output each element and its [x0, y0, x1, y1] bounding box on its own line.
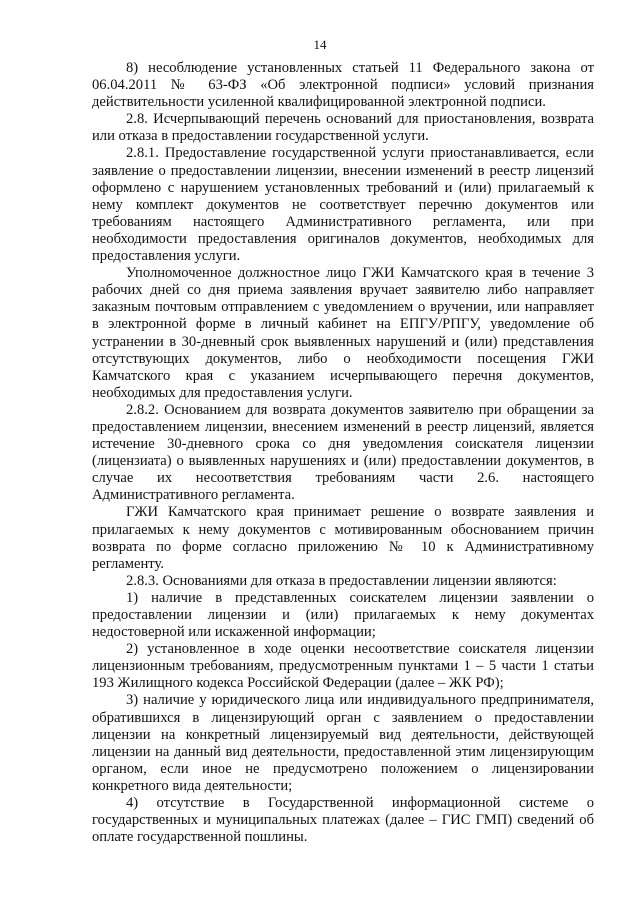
- paragraph-8-electronic-signature: 8) несоблюдение установленных статьей 11 Федерального закона от 06.04.2011 № 63-ФЗ «Об электронной подписи» условий признания действительности усиленной квалифицированной электронной подписи.: [92, 60, 594, 111]
- document-body: [92, 60, 594, 846]
- list-item-3: 3) наличие у юридического лица или индивидуального предпринимателя, обратившихся в лицензирующий орган с заявлением о предоставлении лицензии на конкретный лицензируемый вид деятельности, действующей лицензии на данный вид деятельности, предоставленной этим лицензирующим органом, если иное не предусмотрено положением о лицензировании конкретного вида деятельности;: [92, 692, 594, 794]
- page-number: 14: [313, 37, 327, 52]
- paragraph-notification: Уполномоченное должностное лицо ГЖИ Камчатского края в течение 3 рабочих дней со дня приема заявления вручает заявителю либо направляет заказным почтовым отправлением с уведомлением о вручении, или направляет в электронной форме в личный кабинет на ЕПГУ/РПГУ, уведомление об устранении в 30-дневный срок выявленных нарушений и (или) представления отсутствующих документов, либо о необходимости посещения ГЖИ Камчатского края с указанием исчерпывающего перечня документов, необходимых для предоставления услуги.: [92, 265, 594, 401]
- list-item-1: 1) наличие в представленных соискателем лицензии заявлении о предоставлении лицензии и (или) прилагаемых к нему документах недостоверной или искаженной информации;: [92, 589, 594, 641]
- paragraph-2-8-2-return: 2.8.2. Основанием для возврата документов заявителю при обращении за предоставлением лицензии, внесением изменений в реестр лицензий, является истечение 30-дневного срока со дня уведомления соискателя лицензии (лицензиата) о выявленных нарушениях и (или) предоставлении документов, в случае их несоответствия требованиям части 2.6. настоящего Административного регламента.: [92, 401, 594, 504]
- paragraph-return-decision: ГЖИ Камчатского края принимает решение о возврате заявления и прилагаемых к нему документов с мотивированным обоснованием причин возврата по форме согласно приложению № 10 к Административному регламенту.: [92, 504, 594, 572]
- list-item-4: 4) отсутствие в Государственной информационной системе о государственных и муниципальных платежах (далее – ГИС ГМП) сведений об оплате государственной пошлины.: [92, 795, 594, 846]
- list-item-2: 2) установленное в ходе оценки несоответствие соискателя лицензии лицензионным требованиям, предусмотренным пунктами 1 – 5 части 1 статьи 193 Жилищного кодекса Российской Федерации (далее – ЖК РФ);: [92, 641, 594, 692]
- paragraph-2-8-3-refusal-grounds: 2.8.3. Основаниями для отказа в предоставлении лицензии являются:: [126, 572, 557, 589]
- paragraph-2-8-heading: 2.8. Исчерпывающий перечень оснований для приостановления, возврата или отказа в предоставлении государственной услуги.: [92, 111, 594, 145]
- paragraph-2-8-1-suspension: 2.8.1. Предоставление государственной услуги приостанавливается, если заявление о предоставлении лицензии, внесении изменений в реестр лицензий оформлено с нарушением установленных требований и (или) прилагаемый к нему комплект документов не соответствует перечню документов или требованиям настоящего Административного регламента, или при необходимости предоставления оригиналов документов, необходимых для предоставления услуги.: [92, 145, 594, 265]
